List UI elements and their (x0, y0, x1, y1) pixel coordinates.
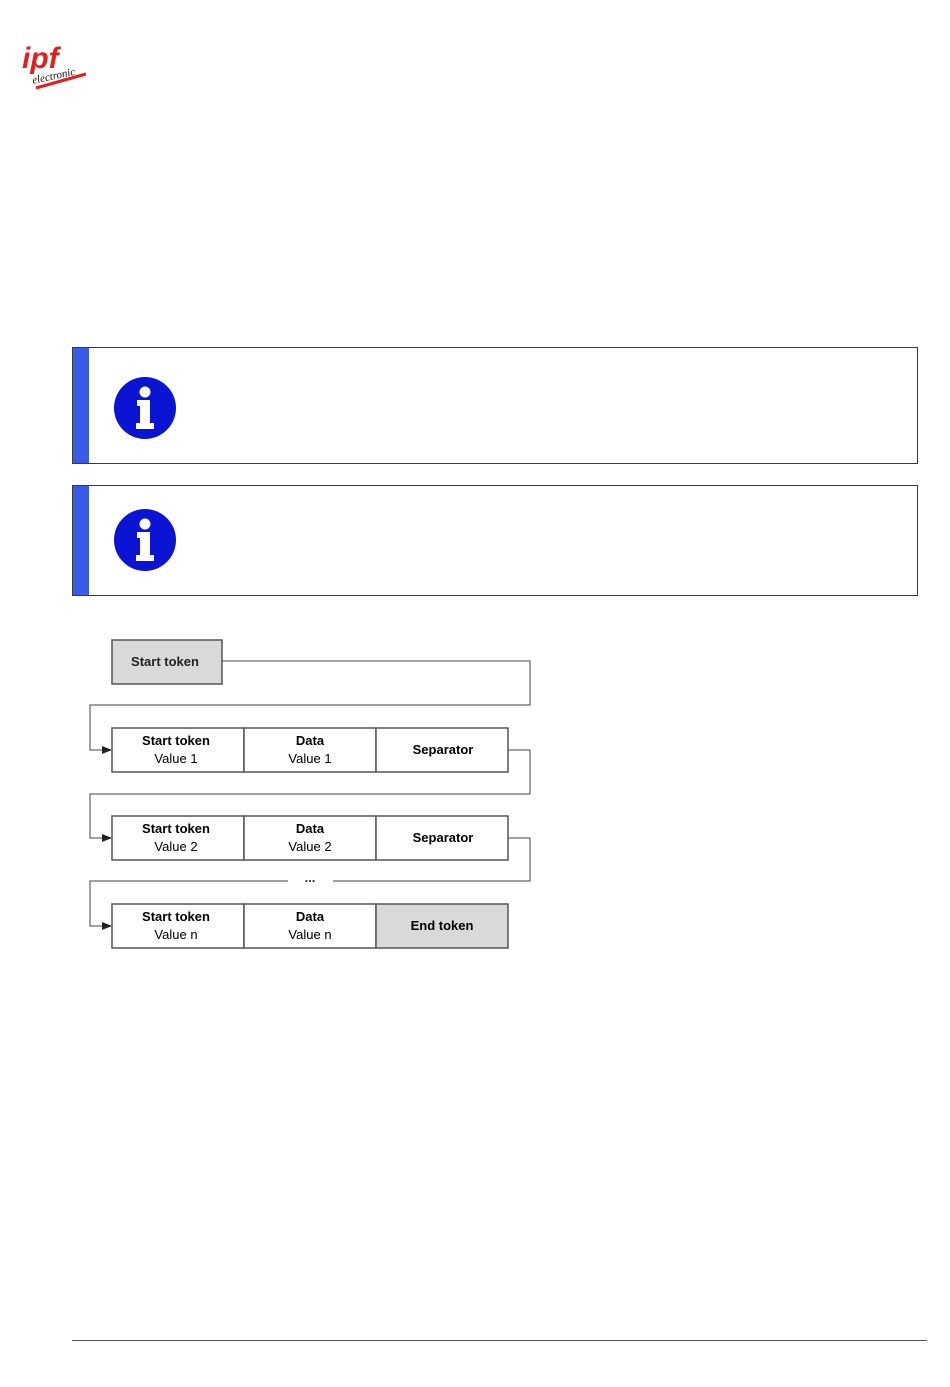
row-data-value: Value 1 (288, 751, 332, 766)
row-token-value: Value n (154, 927, 198, 942)
format-row-3 (112, 904, 508, 948)
format-row-1 (112, 728, 508, 772)
row-token-label: Start token (142, 909, 210, 924)
footer-divider (72, 1340, 927, 1341)
row-data-label: Data (295, 909, 325, 924)
company-logo (20, 38, 90, 92)
note-accent-bar (73, 348, 89, 463)
row-end-token-label: End token (410, 918, 474, 933)
logo-brand: ipf (22, 42, 59, 75)
header-start-token-label: Start token (131, 654, 199, 669)
note-accent-bar (73, 486, 89, 595)
row-separator-label: Separator (412, 830, 474, 845)
row-token-value: Value 2 (154, 839, 198, 854)
ellipsis-label: ... (304, 870, 316, 885)
info-note-2 (72, 485, 918, 596)
info-icon (113, 508, 177, 572)
row-token-label: Start token (142, 733, 210, 748)
logo-sub: electronic (31, 65, 77, 87)
row-separator-label: Separator (412, 742, 474, 757)
row-data-label: Data (295, 821, 325, 836)
row-data-value: Value n (288, 927, 332, 942)
row-token-value: Value 1 (154, 751, 198, 766)
row-data-value: Value 2 (288, 839, 332, 854)
info-note-1 (72, 347, 918, 464)
row-token-label: Start token (142, 821, 210, 836)
row-data-label: Data (295, 733, 325, 748)
format-row-2 (112, 816, 508, 860)
data-format-diagram (0, 620, 560, 960)
info-icon (113, 376, 177, 440)
